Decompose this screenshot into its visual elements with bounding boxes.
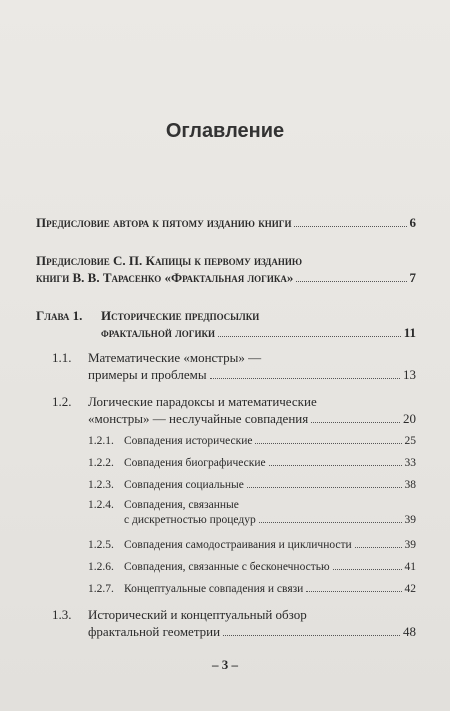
toc-entry-1-2-1 — [88, 434, 416, 449]
toc-entry-text: Математические «монстры» — — [88, 350, 262, 365]
toc-entry-1-2-5 — [88, 538, 416, 553]
toc-entry-1-2-3 — [88, 478, 416, 493]
dot-leader — [296, 281, 406, 282]
dot-leader — [259, 522, 402, 523]
toc-entry-text: Логические парадоксы и математические — [88, 394, 317, 409]
toc-entry-text: Совпадения, связанные с бесконечностью — [124, 561, 330, 573]
toc-entry-text: Совпадения самодостраивания и цикличности — [124, 539, 352, 551]
dot-leader — [355, 547, 402, 548]
toc-entry-number: 1.3. — [52, 607, 72, 622]
dot-leader — [218, 336, 401, 337]
toc-entry-number: 1.2.3. — [88, 479, 114, 491]
toc-page-number: 13 — [403, 367, 416, 382]
toc-page-number: 6 — [409, 215, 416, 230]
toc-entry-number: 1.2.2. — [88, 457, 114, 469]
toc-entry-chapter-1 — [36, 307, 416, 341]
dot-leader — [333, 569, 402, 570]
toc-page-number: 48 — [403, 624, 416, 639]
toc-entry-number: 1.2.7. — [88, 583, 114, 595]
toc-page-number: 25 — [404, 435, 416, 447]
toc-entry-1-2-7 — [88, 582, 416, 597]
toc-entry-text: примеры и проблемы — [88, 367, 207, 382]
toc-page-number: 42 — [404, 583, 416, 595]
toc-page-number: 38 — [404, 479, 416, 491]
dot-leader — [306, 591, 401, 592]
dot-leader — [311, 422, 400, 423]
toc-entry-number: 1.2.5. — [88, 539, 114, 551]
toc-entry-number: 1.1. — [52, 350, 72, 365]
toc-page-number: 41 — [404, 561, 416, 573]
toc-page-number: 39 — [404, 539, 416, 551]
toc-entry-text: Совпадения, связанные — [124, 499, 239, 511]
toc-entry-text: фрактальной логики — [101, 325, 216, 340]
toc-entry-1-3 — [52, 606, 416, 640]
toc-entry-text: Совпадения биографические — [124, 457, 266, 469]
toc-entry-text: Совпадения социальные — [124, 479, 244, 491]
toc-entry-text: Исторические предпосылки — [101, 308, 260, 323]
toc-entry-1-2-2 — [88, 456, 416, 471]
toc-entry-text: «монстры» — неслучайные совпадения — [88, 411, 309, 426]
toc-entry-1-2-6 — [88, 560, 416, 575]
toc-entry-1-2-4 — [88, 498, 416, 528]
toc-entry-text: Предисловие С. П. Капицы к первому изданию — [36, 253, 302, 268]
dot-leader — [223, 635, 400, 636]
toc-page-number: 7 — [409, 270, 416, 285]
toc-entry-text: Предисловие автора к пятому изданию книги — [36, 215, 292, 230]
dot-leader — [255, 443, 401, 444]
toc-entry-number: 1.2.4. — [88, 499, 114, 511]
dot-leader — [294, 226, 406, 227]
toc-entry-preface-kapitsa — [36, 252, 416, 286]
toc-page-number: 11 — [403, 325, 416, 340]
page-title: Оглавление — [165, 120, 285, 142]
toc-page-number: 39 — [404, 514, 416, 526]
dot-leader — [210, 378, 400, 379]
toc-entry-text: фрактальной геометрии — [88, 624, 221, 639]
toc-entry-number: 1.2.6. — [88, 561, 114, 573]
toc-page-number: 20 — [403, 411, 416, 426]
toc-entry-number: 1.2. — [52, 394, 72, 409]
dot-leader — [269, 465, 402, 466]
toc-entry-text: книги В. В. Тарасенко «Фрактальная логика» — [36, 270, 294, 285]
toc-entry-text: Концептуальные совпадения и связи — [124, 583, 304, 595]
toc-entry-preface-author — [36, 214, 416, 231]
dot-leader — [247, 487, 402, 488]
toc-entry-text: Совпадения исторические — [124, 435, 253, 447]
toc-entry-text: Исторический и концептуальный обзор — [88, 607, 307, 622]
toc-entry-1-1 — [52, 349, 416, 383]
toc-entry-text: с дискретностью процедур — [124, 514, 256, 526]
page-number-footer: – 3 – — [212, 657, 238, 672]
toc-page-number: 33 — [404, 457, 416, 469]
toc-entry-1-2 — [52, 393, 416, 427]
toc-entry-number: Глава 1. — [36, 308, 83, 323]
toc-entry-number: 1.2.1. — [88, 435, 114, 447]
